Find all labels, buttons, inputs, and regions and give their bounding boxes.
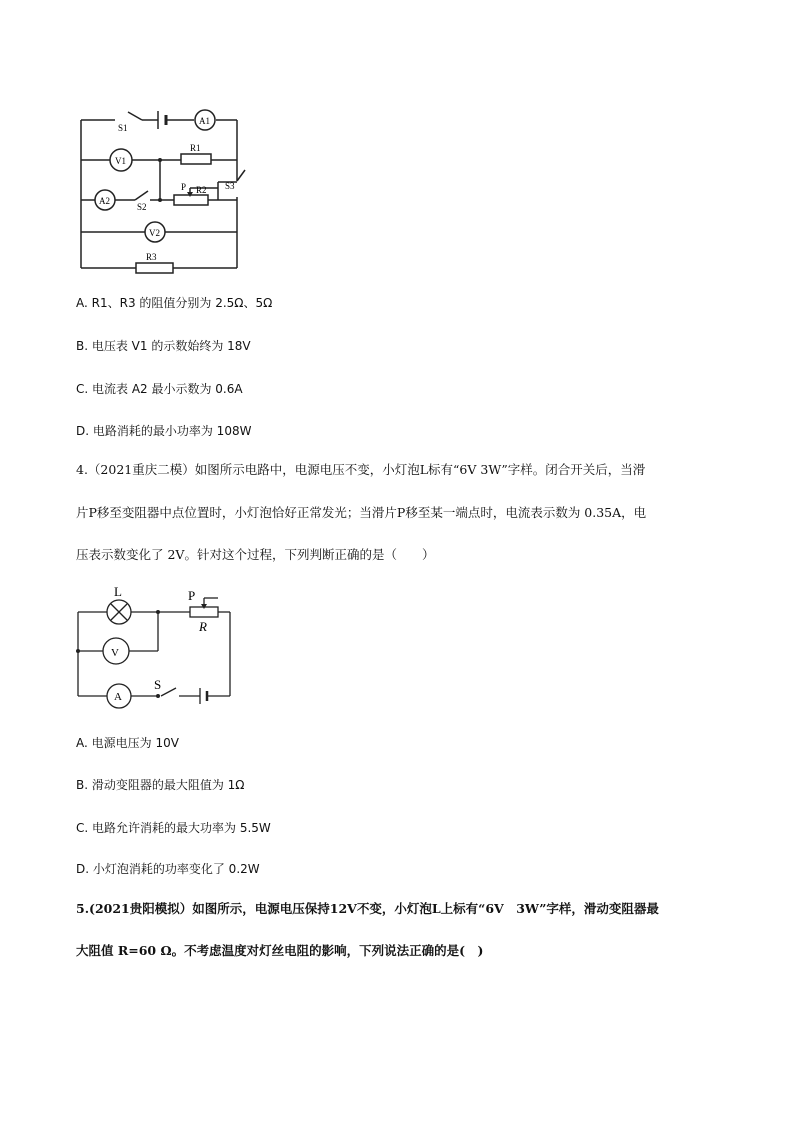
label-v2: V2 (149, 228, 160, 238)
q3-option-d: D. 电路消耗的最小功率为 108W (76, 424, 252, 438)
label-r3: R3 (146, 252, 157, 262)
label-p: P (188, 588, 196, 603)
q4-option-a: A. 电源电压为 10V (76, 736, 179, 750)
label-a1: A1 (199, 116, 210, 126)
q4-option-d: D. 小灯泡消耗的功率变化了 0.2W (76, 862, 260, 876)
label-l: L (114, 584, 122, 599)
q3-option-a: A. R1、R3 的阻值分别为 2.5Ω、5Ω (76, 296, 273, 310)
label-a2: A2 (99, 196, 110, 206)
q3-option-b: B. 电压表 V1 的示数始终为 18V (76, 339, 251, 353)
q4-stem-line-3: 压表示数变化了 2V。针对这个过程，下列判断正确的是（ ） (76, 547, 435, 562)
label-p: P (181, 182, 187, 192)
label-r: R (199, 619, 207, 634)
q5-stem-line-1: 5.(2021贵阳模拟）如图所示，电源电压保持12V不变，小灯泡L上标有“6V 3W”字样，滑动变阻器最 (76, 901, 659, 916)
label-v1: V1 (115, 156, 126, 166)
label-v: V (111, 647, 119, 659)
q5-stem-line-2: 大阻值 R=60 Ω。不考虑温度对灯丝电阻的影响，下列说法正确的是( ) (76, 943, 484, 958)
q3-option-c: C. 电流表 A2 最小示数为 0.6A (76, 382, 243, 396)
q4-option-b: B. 滑动变阻器的最大阻值为 1Ω (76, 778, 245, 792)
q4-stem-line-1: 4.（2021重庆二模）如图所示电路中，电源电压不变，小灯泡L标有“6V 3W”字样。闭合开关后，当滑 (76, 462, 646, 477)
label-s: S (154, 677, 162, 692)
label-s2: S2 (137, 202, 147, 212)
label-r2: R2 (196, 185, 207, 195)
label-a: A (114, 691, 122, 703)
q4-stem-line-2: 片P移至变阻器中点位置时，小灯泡恰好正常发光；当滑片P移至某一端点时，电流表示数为 0.35A，电 (76, 505, 647, 520)
label-s1: S1 (118, 123, 128, 133)
label-r1: R1 (190, 143, 201, 153)
label-s3: S3 (225, 181, 235, 191)
q4-option-c: C. 电路允许消耗的最大功率为 5.5W (76, 821, 271, 835)
